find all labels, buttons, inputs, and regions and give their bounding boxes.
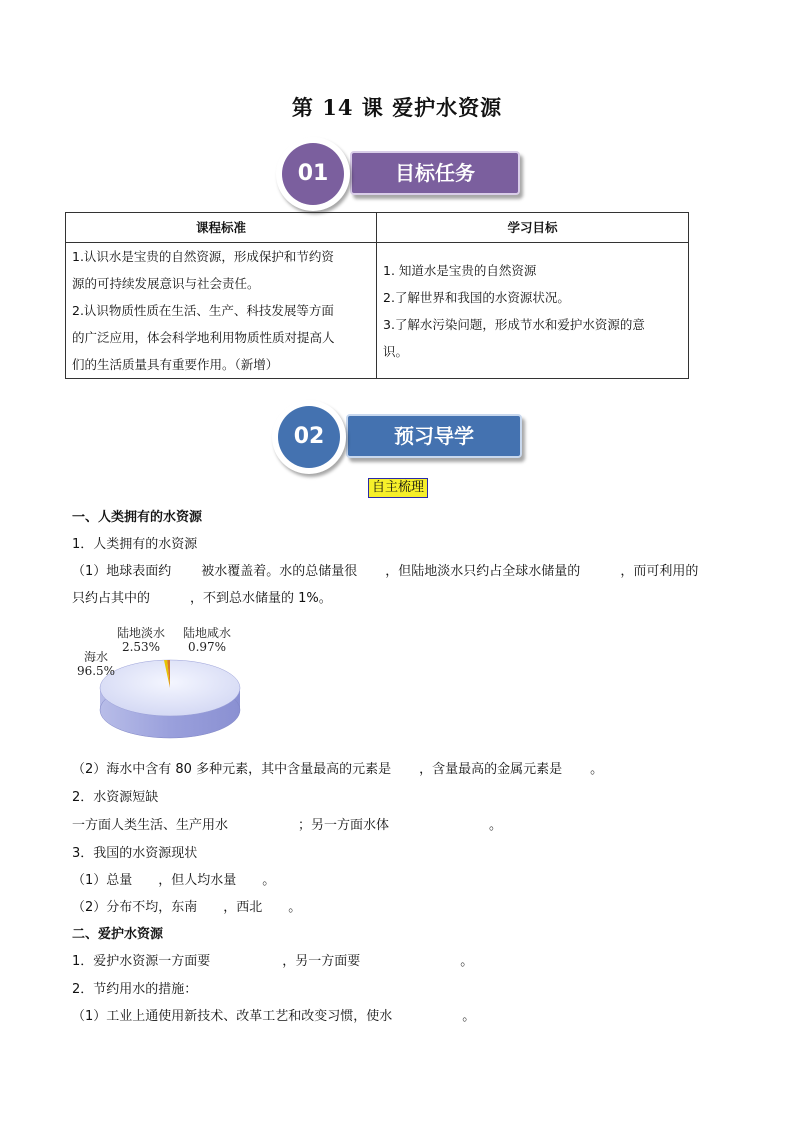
text: ，含量最高的金属元素是 [419, 762, 563, 777]
section-label: 目标任务 [395, 161, 475, 185]
section-label: 预习导学 [394, 424, 474, 448]
standards-line: 1.认识水是宝贵的自然资源，形成保护和节约资 [72, 249, 334, 264]
text: ，但陆地淡水只约占全球水储量的 [385, 564, 581, 579]
paragraph-line [72, 899, 301, 917]
objectives-line: 3.了解水污染问题，形成节水和爱护水资源的意 [383, 316, 645, 332]
text: ，而可利用的 [620, 564, 699, 579]
objectives-line: 识。 [383, 343, 409, 359]
text: 。 [590, 762, 604, 777]
heading-water-resources: 一、人类拥有的水资源 [72, 510, 203, 525]
standards-line: 的广泛应用，体会科学地利用物质性质对提高人 [72, 330, 335, 345]
section-banner-goals [276, 145, 521, 195]
paragraph-line [72, 1008, 475, 1026]
standards-line: 们的生活质量具有重要作用。（新增） [72, 357, 279, 372]
label-text: 陆地咸水 [182, 626, 231, 640]
label-text: 海水 [83, 650, 108, 664]
section-number: 02 [278, 406, 340, 468]
text: ，但人均水量 [158, 873, 237, 888]
text: ，不到总水储量的 1%。 [190, 591, 332, 606]
heading-protect-water: 二、爱护水资源 [72, 927, 164, 942]
page-title: 第 14 课 爱护水资源 [291, 95, 503, 120]
text: （2）海水中含有 80 多种元素，其中含量最高的元素是 [72, 762, 392, 777]
subheading: 1．人类拥有的水资源 [72, 537, 198, 552]
text: 1．爱护水资源一方面要 [72, 954, 211, 969]
objectives-line: 1. 知道水是宝贵的自然资源 [383, 262, 537, 278]
text: 被水覆盖着。水的总储量很 [201, 564, 358, 579]
label-value: 0.97% [187, 640, 227, 654]
paragraph-line [72, 872, 275, 890]
self-study-tag: 自主梳理 [368, 478, 428, 498]
text: 。 [288, 900, 302, 915]
paragraph-line [72, 817, 502, 835]
text: ，另一方面要 [282, 954, 361, 969]
pie-label-seawater [76, 650, 116, 678]
standards-cell [66, 243, 377, 379]
subheading: 2．水资源短缺 [72, 790, 159, 805]
objectives-line: 2.了解世界和我国的水资源状况。 [383, 289, 570, 305]
standards-line: 2.认识物质性质在生活、生产、科技发展等方面 [72, 303, 334, 318]
table-header-standard: 课程标准 [66, 213, 377, 243]
text: （2）分布不均，东南 [72, 900, 198, 915]
paragraph-line [72, 563, 698, 581]
objectives-cell [377, 243, 689, 379]
text: 。 [462, 1009, 476, 1024]
goals-table [65, 212, 689, 379]
text: 。 [460, 954, 474, 969]
paragraph-line [72, 590, 332, 608]
table-header-objectives: 学习目标 [377, 213, 689, 243]
text: 只约占其中的 [72, 591, 151, 606]
text: ；另一方面水体 [298, 818, 390, 833]
text: 一方面人类生活、生产用水 [72, 818, 229, 833]
text: 。 [489, 818, 503, 833]
label-value: 2.53% [121, 640, 161, 654]
paragraph-line [72, 953, 473, 971]
pie-label-fresh [113, 626, 169, 654]
section-label-box [350, 151, 520, 195]
subheading: 2．节约用水的措施： [72, 982, 198, 997]
text: （1）地球表面约 [72, 564, 172, 579]
label-value: 96.5% [76, 664, 116, 678]
pie-label-salt [176, 626, 238, 654]
paragraph-line [72, 761, 603, 779]
section-number: 01 [282, 143, 344, 205]
text: （1）工业上通使用新技术、改革工艺和改变习惯，使水 [72, 1009, 393, 1024]
section-banner-preview [272, 406, 522, 462]
label-text: 陆地淡水 [116, 626, 165, 640]
text: ，西北 [223, 900, 263, 915]
section-label-box [346, 414, 522, 458]
subheading: 3．我国的水资源现状 [72, 846, 198, 861]
text: （1）总量 [72, 873, 133, 888]
standards-line: 源的可持续发展意识与社会责任。 [72, 276, 260, 291]
text: 。 [262, 873, 276, 888]
